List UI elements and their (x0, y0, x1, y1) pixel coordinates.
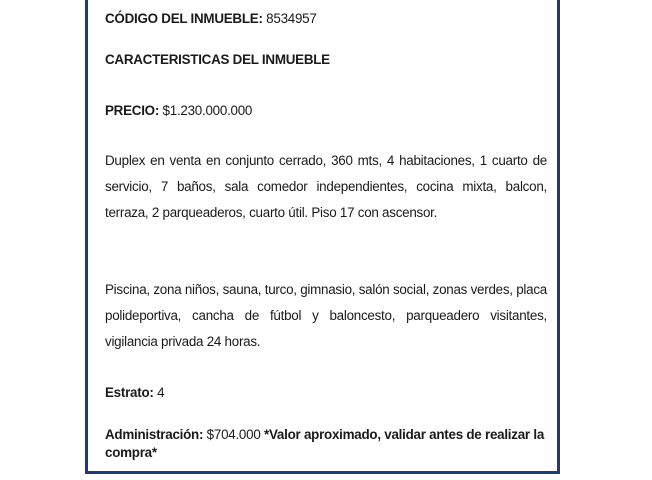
administration-value: $704.000 (206, 427, 261, 442)
administration (105, 426, 547, 462)
section-title (105, 52, 330, 67)
stratum (105, 385, 164, 400)
section-title-text: CARACTERISTICAS DEL INMUEBLE (105, 52, 330, 67)
description-paragraph-2: Piscina, zona niños, sauna, turco, gimnasio, salón social, zonas verdes, placa polideportiva, cancha de fútbol y baloncesto, parqueadero visitantes, vigilancia privada 24 horas. (105, 282, 547, 349)
price-value: $1.230.000.000 (162, 103, 253, 118)
administration-note: *Valor aproximado, validar antes de realizar la compra* (105, 427, 545, 460)
property-code-label: CÓDIGO DEL INMUEBLE: (105, 11, 263, 26)
price (105, 103, 252, 118)
property-code-value: 8534957 (266, 11, 317, 26)
stratum-value: 4 (157, 385, 165, 400)
price-label: PRECIO: (105, 103, 160, 118)
property-code (105, 11, 317, 26)
administration-label: Administración: (105, 427, 204, 442)
stratum-label: Estrato: (105, 385, 154, 400)
document-border (85, 0, 560, 474)
description-paragraph-1: Duplex en venta en conjunto cerrado, 360 mts, 4 habitaciones, 1 cuarto de servicio, 7 baños, sala comedor independientes, cocina mixta, balcon, terraza, 2 parqueaderos, cuarto útil. Piso 17 con ascensor. (105, 153, 547, 220)
